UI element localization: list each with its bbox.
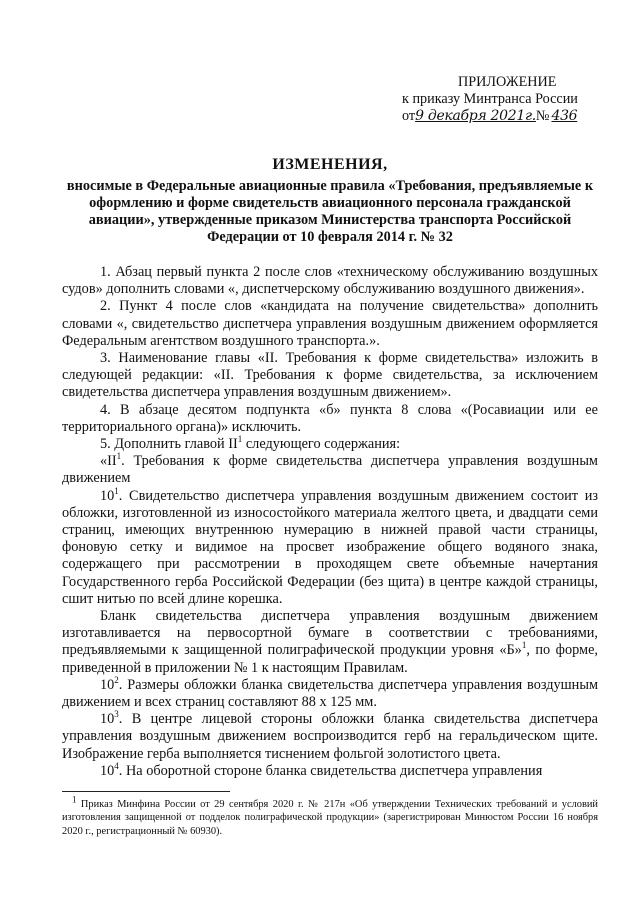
p10-3-sup: 3 <box>114 709 119 720</box>
chapter-title <box>62 453 598 487</box>
handwritten-number: 436 <box>551 108 578 124</box>
paragraph-2: 2. Пункт 4 после слов «кандидата на получение свидетельства» дополнить словами «, свидетельство диспетчера управления воздушным движением оформляется Федеральным агентством воздушного транспорта.». <box>62 298 598 349</box>
document-heading <box>62 156 598 246</box>
footnote-divider <box>62 791 230 792</box>
p10-4-sup: 4 <box>114 761 119 772</box>
paragraph-4: 4. В абзаце десятом подпункта «б» пункта 8 слова «(Росавиации или ее территориального органа)» исключить. <box>62 401 598 435</box>
footnote-text: Приказ Минфина России от 29 сентября 2020 г. № 217н «Об утверждении Технических требований и условий изготовления защищенной от подделок полиграфической продукции» (зарегистрирован Минюстом России 16 ноября 2020 г., регистрационный № 60930). <box>62 799 598 837</box>
p10-3-text: . В центре лицевой стороны обложки бланка свидетельства диспетчера управления воздушным движением воспроизводится герб на геральдическом щите. Изображение герба выполняется тиснением фольгой золотистого цвета. <box>62 711 598 762</box>
chapter-title-sup: 1 <box>116 451 122 462</box>
paragraph-blank <box>62 608 598 677</box>
p10-2-text: . Размеры обложки бланка свидетельства диспетчера управления воздушным движением и всех страниц составляют 88 х 125 мм. <box>62 676 598 711</box>
footnote <box>62 794 598 838</box>
paragraph-3: 3. Наименование главы «II. Требования к форме свидетельства» изложить в следующей редакции: «II. Требования к форме свидетельства, за исключением свидетельства диспетчера управления воздушным движением». <box>62 350 598 401</box>
chapter-title-text: . Требования к форме свидетельства диспетчера управления воздушным движением <box>62 453 598 487</box>
handwritten-date: 9 декабря 2021г. <box>415 108 536 124</box>
p10-1-sup: 1 <box>114 485 119 496</box>
appendix-order-ref: к приказу Минтранса России <box>402 91 578 107</box>
appendix-title: ПРИЛОЖЕНИЕ <box>458 74 557 90</box>
paragraph-10-2 <box>62 677 598 711</box>
appendix-header <box>396 74 616 125</box>
p10-1-text: . Свидетельство диспетчера управления воздушным движением состоит из обложки, изготовленной из износостойкого материала желтого цвета, и двадцати семи страниц, имеющих внутреннюю нумерацию в нижней правой части страницы, фоновую сетку и видимое на просвет изображение общего водяного знака, содержащего при рассмотрении в проходящем свете объемные начертания Государственного герба Российской Федерации (без щита) в центре каждой страницы, сшит нитью по всей длине корешка. <box>62 487 598 607</box>
p10-4-text: . На оборотной стороне бланка свидетельства диспетчера управления <box>118 762 543 779</box>
chapter-title-start: «II <box>100 453 117 470</box>
date-prefix: от <box>402 108 416 124</box>
p5-sup: 1 <box>237 434 243 445</box>
paragraph-10-1 <box>62 485 598 608</box>
document-body <box>62 264 598 780</box>
p10-1-num: 10 <box>100 487 115 504</box>
p10-2-num: 10 <box>100 676 115 693</box>
footnote-mark: 1 <box>72 794 77 805</box>
p10-3-num: 10 <box>100 711 115 728</box>
number-sign: № <box>535 108 550 124</box>
p5-text: 5. Дополнить главой II <box>100 436 238 453</box>
heading-subtitle: вносимые в Федеральные авиационные правила «Требования, предъявляемые к оформлению и форме свидетельств авиационного персонала гражданской авиации», утвержденные приказом Министерства транспорта Российской Федерации от 10 февраля 2014 г. № 32 <box>66 178 594 245</box>
p5-text-end: следующего содержания: <box>242 436 401 453</box>
paragraph-5 <box>62 436 598 453</box>
paragraph-1: 1. Абзац первый пункта 2 после слов «техническому обслуживанию воздушных судов» дополнить словами «, диспетчерскому обслуживанию воздушного движения». <box>62 264 598 298</box>
paragraph-10-3 <box>62 711 598 763</box>
p-blank-text: Бланк свидетельства диспетчера управления воздушным движением изготавливается на первосортной бумаге в соответствии с требованиями, предъявляемыми к защищенной полиграфической продукции уровня «Б» <box>62 608 598 659</box>
p-blank-footnote-ref: 1 <box>521 640 527 651</box>
p10-4-num: 10 <box>100 762 115 779</box>
p10-2-sup: 2 <box>114 675 119 686</box>
p-blank-text-end: , по форме, приведенной в приложении № 1 к настоящим Правилам. <box>62 642 598 676</box>
paragraph-10-4 <box>62 763 598 780</box>
footnote-paragraph <box>62 794 598 838</box>
appendix-date-line <box>396 108 616 125</box>
heading-title: ИЗМЕНЕНИЯ, <box>272 156 388 173</box>
